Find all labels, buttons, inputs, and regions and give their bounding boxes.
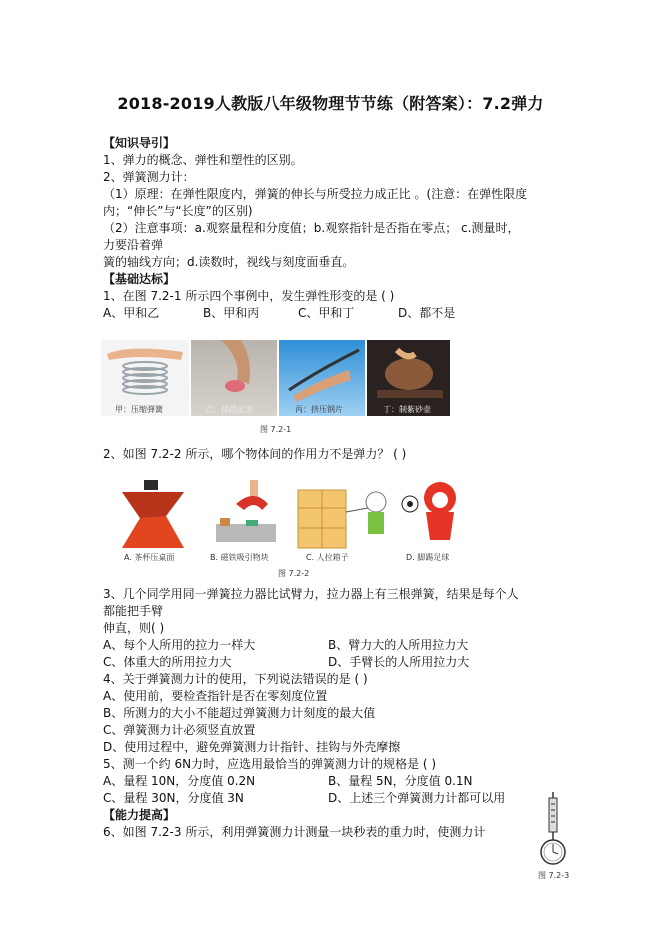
question-3-line: 3、几个同学用同一弹簧拉力器比试臂力，拉力器上有三根弹簧，结果是每个人	[103, 587, 519, 601]
fig2-label-c: C. 人拉箱子	[306, 553, 349, 562]
pull-box-illustration	[294, 478, 394, 554]
guide-line: 2、弹簧测力计：	[103, 170, 195, 184]
magnet-illustration	[206, 478, 286, 554]
q1-option-b: B、甲和丙	[203, 306, 260, 320]
question-2-stem: 2、如图 7.2-2 所示，哪个物体间的作用力不是弹力？ ( )	[103, 447, 407, 461]
figure-7-2-1	[101, 340, 450, 416]
kick-ball-illustration	[400, 478, 470, 554]
figure-7-2-2-caption: 图 7.2-2	[278, 569, 310, 578]
fig2-label-d: D. 脚踢足球	[406, 553, 450, 562]
question-3-line: 伸直，则( )	[103, 621, 165, 635]
figure-7-2-3-caption: 图 7.2-3	[538, 871, 570, 880]
figure-7-2-2	[118, 478, 468, 566]
question-4-stem: 4、关于弹簧测力计的使用，下列说法错误的是 ( )	[103, 672, 368, 686]
q1-option-d: D、都不是	[398, 306, 456, 320]
q5-option-a: A、量程 10N，分度值 0.2N	[103, 774, 256, 788]
question-3-line: 都能把手臂	[103, 604, 164, 618]
question-5-stem: 5、测一个约 6N力时，应选用最恰当的弹簧测力计的规格是 ( )	[103, 757, 437, 771]
question-1-stem: 1、在图 7.2-1 所示四个事例中，发生弹性形变的是 ( )	[103, 289, 395, 303]
figure-7-2-1-caption: 图 7.2-1	[260, 425, 292, 434]
guide-line: 簧的轴线方向；d.读数时，视线与刻度面垂直。	[103, 255, 355, 269]
q4-option-c: C、弹簧测力计必须竖直放置	[103, 723, 256, 737]
guide-line: 1、弹力的概念、弹性和塑性的区别。	[103, 153, 303, 167]
fig2-label-b: B. 磁铁吸引物块	[210, 553, 269, 562]
fig1-label-a: 甲：压缩弹簧	[115, 405, 163, 414]
question-6-stem: 6、如图 7.2-3 所示，利用弹簧测力计测量一块秒表的重力时，使测力计	[103, 825, 486, 839]
fig1-label-b: 乙：揉搓皮泥	[205, 405, 253, 414]
q1-option-c: C、甲和丁	[298, 306, 355, 320]
q3-option-a: A、每个人所用的拉力一样大	[103, 638, 256, 652]
q4-option-a: A、使用前，要检查指针是否在零刻度位置	[103, 689, 328, 703]
guide-line: 内；“伸长”与“长度”的区别)	[103, 204, 253, 218]
guide-line: 力要沿着弹	[103, 238, 164, 252]
fig2-label-a: A. 茶杯压桌面	[124, 553, 175, 562]
section-basic: 【基础达标】	[103, 272, 176, 286]
q3-option-d: D、手臂长的人所用拉力大	[328, 655, 470, 669]
q5-option-b: B、量程 5N，分度值 0.1N	[328, 774, 473, 788]
q5-option-c: C、量程 30N，分度值 3N	[103, 791, 244, 805]
section-ability: 【能力提高】	[103, 808, 176, 822]
guide-line: （1）原理：在弹性限度内，弹簧的伸长与所受拉力成正比 。(注意：在弹性限度	[103, 187, 528, 201]
q4-option-d: D、使用过程中，避免弹簧测力计指针、挂钩与外壳摩擦	[103, 740, 401, 754]
fig1-label-d: 丁：制紫砂壶	[383, 405, 431, 414]
q4-option-b: B、所测力的大小不能超过弹簧测力计刻度的最大值	[103, 706, 376, 720]
q3-option-b: B、臂力大的人所用拉力大	[328, 638, 469, 652]
q3-option-c: C、体重大的所用拉力大	[103, 655, 232, 669]
q1-option-a: A、甲和乙	[103, 306, 160, 320]
page-title: 2018-2019人教版八年级物理节节练（附答案）：7.2弹力	[117, 94, 544, 113]
section-guide: 【知识导引】	[103, 136, 176, 150]
q5-option-d: D、上述三个弹簧测力计都可以用	[328, 791, 506, 805]
fig1-label-c: 丙：挤压钢片	[295, 405, 343, 414]
cup-table-illustration	[118, 478, 198, 558]
guide-line: （2）注意事项：a.观察量程和分度值；b.观察指针是否指在零点； c.测量时，	[103, 221, 520, 235]
spring-scale-stopwatch-illustration	[536, 792, 570, 868]
